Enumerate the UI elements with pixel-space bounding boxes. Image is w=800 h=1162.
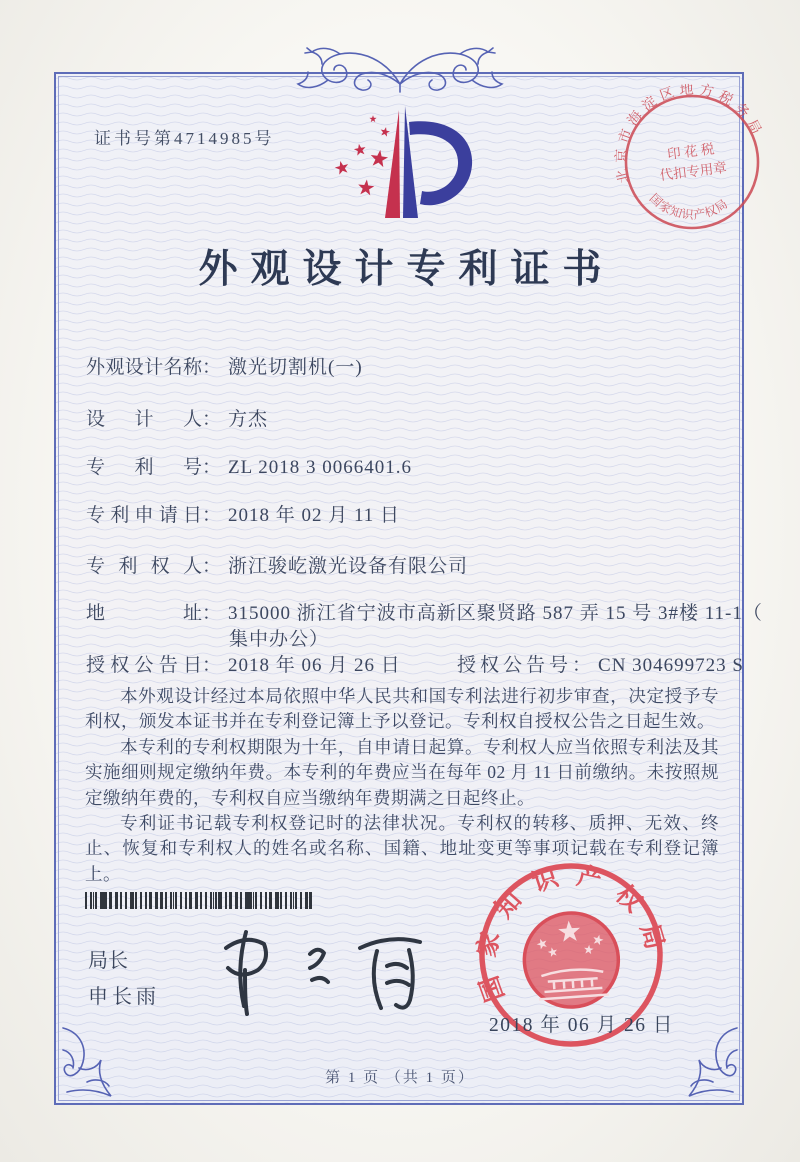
colon: ： [202, 655, 222, 676]
seal-date: 2018 年 06 月 26 日 [489, 1015, 674, 1036]
row-grant-no [457, 650, 744, 677]
colon: ： [202, 603, 222, 624]
tax-stamp-icon [605, 75, 779, 249]
filing-date-label: 专利申请日 [86, 505, 202, 526]
grant-date-label: 授权公告日 [86, 655, 202, 676]
address-label: 地址 [86, 603, 202, 624]
bottom-left-flourish-icon [57, 1022, 135, 1100]
row-patentee [86, 551, 468, 578]
grant-date-value: 2018 年 06 月 26 日 [228, 655, 401, 676]
cnipa-logo-icon [324, 104, 480, 224]
bottom-right-flourish-icon [665, 1022, 743, 1100]
tax-stamp-arc-top: 北京市海淀区地方税务局 [614, 82, 764, 185]
patent-no-value: ZL 2018 3 0066401.6 [228, 457, 413, 478]
patentee-label: 专利权人 [86, 556, 202, 577]
row-designer [86, 404, 268, 431]
colon: ： [202, 556, 222, 577]
grant-no-value: CN 304699723 S [598, 655, 744, 676]
paragraph-grant-statement: 本外观设计经过本局依照中华人民共和国专利法进行初步审查，决定授予专利权，颁发本证书并在专利登记簿上予以登记。专利权自授权公告之日起生效。 [85, 686, 719, 732]
row-grant-date [86, 650, 401, 677]
patent-no-label: 专利号 [86, 457, 202, 478]
paragraph-term-annuity: 本专利的专利权期限为十年，自申请日起算。专利权人应当依照专利法及其实施细则规定缴纳年费。本专利的年费应当在每年 02 月 11 日前缴纳。未按照规定缴纳年费的，专利权自应当缴纳年费期满之日起终止。 [85, 736, 719, 808]
colon: ： [202, 409, 222, 430]
colon: ： [202, 357, 222, 378]
grant-no-label: 授权公告号 [457, 655, 573, 676]
row-design-name [86, 352, 363, 379]
designer-value: 方杰 [228, 409, 269, 430]
paragraph-register-record: 专利证书记载专利权登记时的法律状况。专利权的转移、质押、无效、终止、恢复和专利权人的姓名或名称、国籍、地址变更等事项记载在专利登记簿上。 [85, 813, 719, 884]
top-scroll-ornament-icon [278, 40, 522, 102]
tax-stamp-center-line1: 印 花 税 [666, 141, 716, 162]
design-name-value: 激光切割机(一) [228, 357, 363, 378]
svg-text:国家知识产权局 [646, 182, 731, 227]
patentee-value: 浙江骏屹激光设备有限公司 [228, 556, 469, 577]
tax-stamp-center-line2: 代扣专用章 [658, 159, 728, 183]
design-name-label: 外观设计名称 [86, 357, 202, 378]
certificate-title: 外观设计专利证书 [198, 248, 615, 291]
tax-stamp-arc-bottom: 国家知识产权局 [646, 190, 731, 223]
seal-arc-text: 国家知识产权局 [473, 862, 668, 1005]
barcode-icon [85, 892, 313, 909]
designer-label: 设计人 [86, 409, 202, 430]
filing-date-value: 2018 年 02 月 11 日 [228, 505, 401, 526]
signature-icon [212, 918, 444, 1022]
address-value-line2: 集中办公） [229, 629, 330, 650]
colon: ： [202, 505, 222, 526]
colon: ： [572, 655, 592, 676]
signer-title: 局长 [88, 950, 128, 972]
signer-name: 申长雨 [88, 986, 160, 1008]
certificate-number: 证书号第4714985号 [94, 129, 275, 148]
address-value-line1: 315000 浙江省宁波市高新区聚贤路 587 弄 15 号 3#楼 11-1（ [228, 603, 763, 624]
page-indicator: 第 1 页 （共 1 页） [325, 1070, 475, 1086]
row-filing-date [86, 500, 400, 527]
colon: ： [202, 457, 222, 478]
row-patent-no [86, 452, 412, 479]
row-address [86, 598, 763, 625]
national-emblem [521, 910, 621, 1010]
